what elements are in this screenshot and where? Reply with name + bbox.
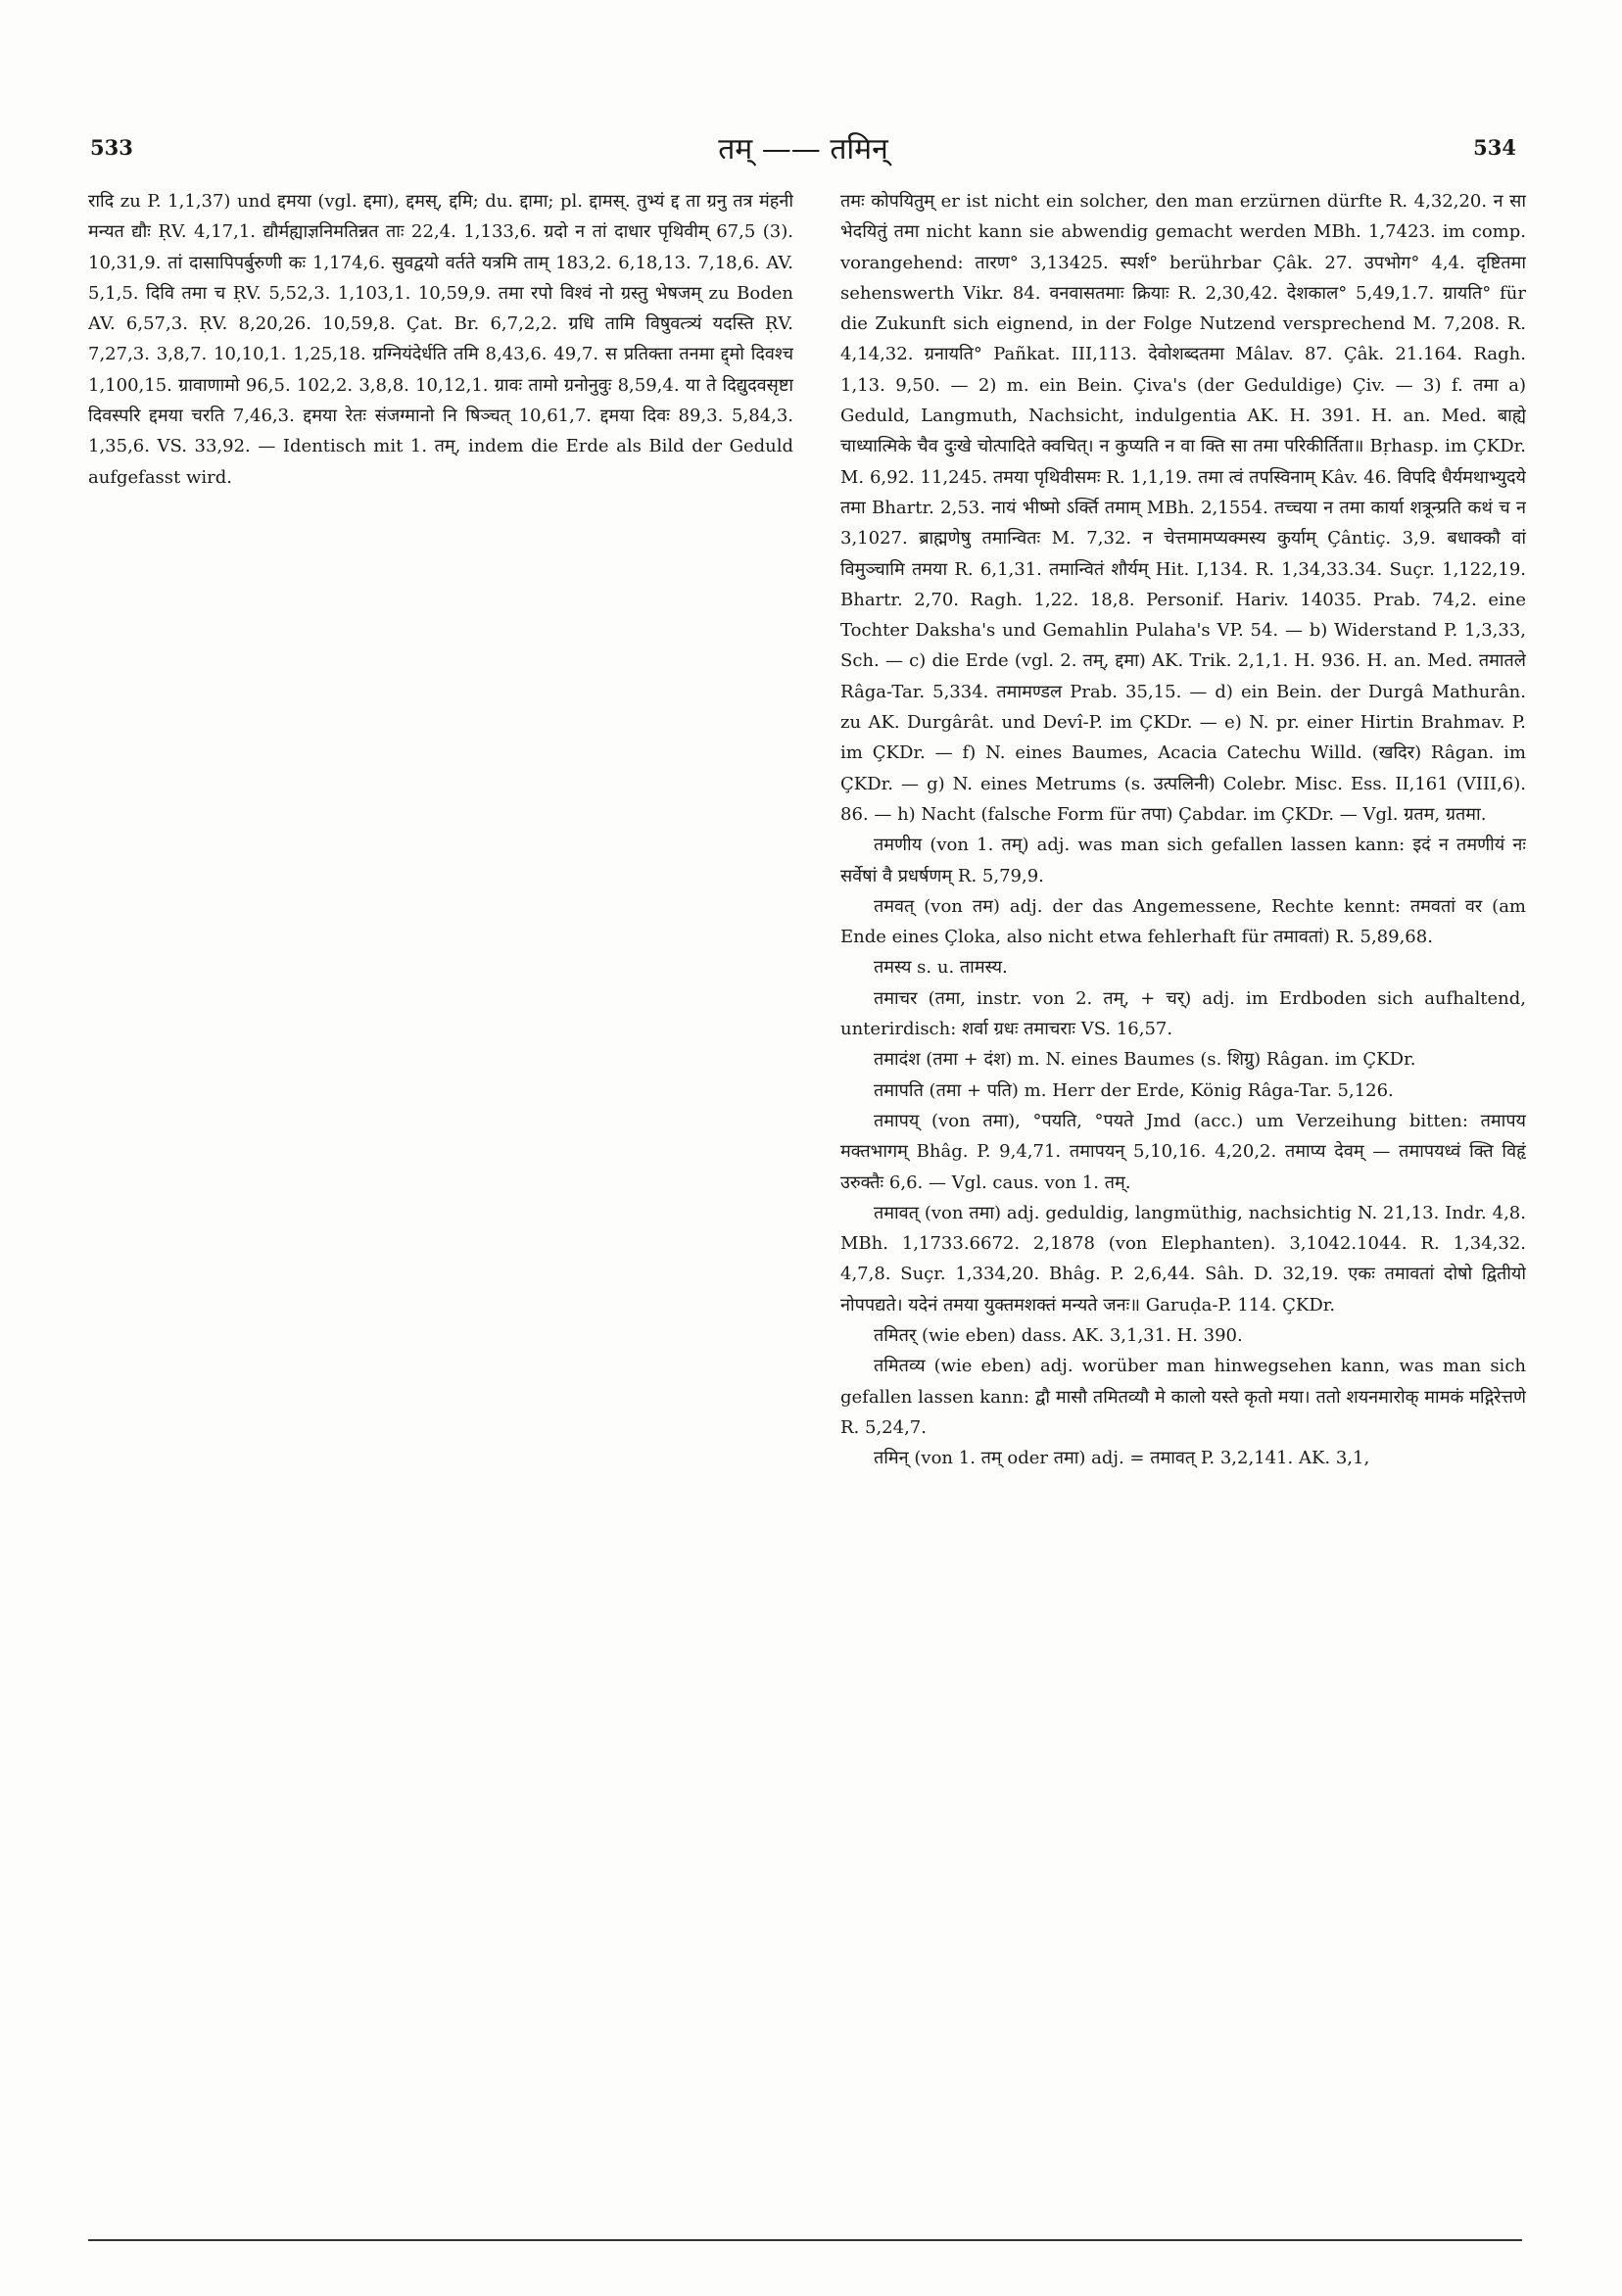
entry-paragraph: तमणीय (von 1. तम्) adj. was man sich gefallen lassen kann: इदं न तमणीयं नः सर्वेषां वै प्रधर्षणम् R. 5,79,9. (840, 835, 1526, 886)
entry-paragraph: तमिन् (von 1. तम् oder तमा) adj. = तमावत् P. 3,2,141. AK. 3,1, (874, 1448, 1370, 1469)
entry-paragraph: तमितव्य (wie eben) adj. worüber man hinwegsehen kann, was man sich gefallen lassen kann: द्वौ मासौ तमितव्यौ मे कालो यस्ते कृतो मया। ततो शयनमारोक् मामकं मद्गिरेत्तणे R. 5,24,7. (840, 1356, 1526, 1438)
entry-paragraph: रादि zu P. 1,1,37) und द्दमया (vgl. द्दमा), द्दमस्, द्दमि; du. द्दामा; pl. द्दामस्. तुभ्यं द्द ता ग्रनु तत्र मंहनी मन्यत द्यौः ṚV. 4,17,1. द्यौर्मह्याज्ञनिमतिन्नत ताः 22,4. 1,133,6. ग्रदो न तां दाधार पृथिवीम् 67,5 (3). 10,31,9. तां दासापिपर्बुरुणी कः 1,174,6. सुवद्वयो वर्तते यत्रमि ताम् 183,2. 6,18,13. 7,18,6. AV. 5,1,5. दिवि तमा च ṚV. 5,52,3. 1,103,1. 10,59,9. तमा रपो विश्वं नो ग्रस्तु भेषजम् zu Boden AV. 6,57,3. ṚV. 8,20,26. 10,59,8. Çat. Br. 6,7,2,2. ग्रधि तामि विषुवत्त्र्यं यदस्ति ṚV. 7,27,3. 3,8,7. 10,10,1. 1,25,18. ग्रग्नियंदेर्धति तमि 8,43,6. 49,7. स प्रतिक्ता तनमा द्द्मो दिवश्च 1,100,15. ग्रावाणामो 96,5. 102,2. 3,8,8. 10,12,1. ग्रावः तामो ग्रनोनुवुः 8,59,4. या ते दिद्युदवसृष्टा दिवस्परि द्दमया चरति 7,46,3. द्दमया रेतः संजग्मानो नि षिञ्चत् 10,61,7. द्दमया दिवः 89,3. 5,84,3. 1,35,6. VS. 33,92. — Identisch mit 1. तम्, indem die Erde als Bild der Geduld aufgefasst wird. (88, 191, 793, 488)
entry-paragraph: तमादंश (तमा + दंश) m. N. eines Baumes (s. शिग्रु) Râgan. im ÇKDr. (874, 1049, 1416, 1071)
entry-paragraph: तमवत् (von तम) adj. der das Angemessene, Rechte kennt: तमवतां वर (am Ende eines Çloka, also nicht etwa fehlerhaft für तमावतां) R. 5,89,68. (840, 895, 1526, 948)
footer-rule (88, 2239, 1522, 2241)
page-number-right: 534 (1473, 135, 1516, 160)
page-number-left: 533 (90, 135, 133, 160)
page-header (86, 125, 1520, 174)
right-column (840, 186, 1526, 2224)
entry-paragraph: तमावत् (von तमा) adj. geduldig, langmüthig, nachsichtig N. 21,13. Indr. 4,8. MBh. 1,1733.6672. 2,1878 (von Elephanten). 3,1042.1044. R. 1,34,32. 4,7,8. Suçr. 1,334,20. Bhâg. P. 2,6,44. Sâh. D. 32,19. एकः तमावतां दोषो द्वितीयो नोपपद्यते। यदेनं तमया युक्तमशक्तं मन्यते जनः॥ Garuḍa-P. 114. ÇKDr. (840, 1202, 1526, 1315)
entry-paragraph: तमाचर (तमा, instr. von 2. तम्, + चर्) adj. im Erdboden sich aufhaltend, unterirdisch: शर्वा ग्रधः तमाचराः VS. 16,57. (840, 987, 1526, 1040)
entry-paragraph: तमापय् (von तमा), °पयति, °पयते Jmd (acc.) um Verzeihung bitten: तमापय मक्तभागम् Bhâg. P. 9,4,71. तमापयन् 5,10,16. 4,20,2. तमाप्य देवम् — तमापयध्वं क्ति विहृं उरुक्तैः 6,6. — Vgl. caus. von 1. तम्. (840, 1110, 1526, 1193)
entry-paragraph: तमितर् (wie eben) dass. AK. 3,1,31. H. 390. (874, 1324, 1243, 1346)
left-column (88, 186, 793, 2224)
running-title: तम् —— तमिन् (718, 132, 888, 167)
entry-paragraph: तमस्य s. u. तामस्य. (874, 957, 1008, 979)
entry-paragraph: तमापति (तमा + पति) m. Herr der Erde, König Râga-Tar. 5,126. (874, 1079, 1394, 1101)
entry-paragraph: तमः कोपयितुम् er ist nicht ein solcher, den man erzürnen dürfte R. 4,32,20. न सा भेदयितुं तमा nicht kann sie abwendig gemacht werden MBh. 1,7423. im comp. vorangehend: तारण° 3,13425. स्पर्श° berührbar Çâk. 27. उपभोग° 4,4. दृष्टितमा sehenswerth Vikr. 84. वनवासतमाः क्रियाः R. 2,30,42. देशकाल° 5,49,1.7. ग्रायति° für die Zukunft sich eignend, in der Folge Nutzend versprechend M. 7,208. R. 4,14,32. ग्रनायति° Pañkat. III,113. देवोशब्दतमा Mâlav. 87. Çâk. 21.164. Ragh. 1,13. 9,50. — 2) m. ein Bein. Çiva's (der Geduldige) Çiv. — 3) f. तमा a) Geduld, Langmuth, Nachsicht, indulgentia AK. H. 391. H. an. Med. बाह्ये चाध्यात्मिके चैव दुःखे चोत्पादिते क्वचित्। न कुप्यति न वा क्ति सा तमा परिकीर्तिता॥ Bṛhasp. im ÇKDr. M. 6,92. 11,245. तमया पृथिवीसमः R. 1,1,19. तमा त्वं तपस्विनाम् Kâv. 46. विपदि धैर्यमथाभ्युदये तमा Bhartr. 2,53. नायं भीष्मो ऽर्क्ति तमाम् MBh. 2,1554. तच्चया न तमा कार्या शत्रून्प्रति कथं च न 3,1027. ब्राह्मणेषु तमान्वितः M. 7,32. न चेत्तमामप्यक्मस्य कुर्याम् Çântiç. 3,9. बधाक्कौ वां विमुञ्चामि तमया R. 6,1,31. तमान्वितं शौर्यम् Hit. I,134. R. 1,34,33.34. Suçr. 1,122,19. Bhartr. 2,70. Ragh. 1,22. 18,8. Personif. Hariv. 14035. Prab. 74,2. eine Tochter Daksha's und Gemahlin Pulaha's VP. 54. — b) Widerstand P. 1,3,33, Sch. — c) die Erde (vgl. 2. तम्, द्दमा) AK. Trik. 2,1,1. H. 936. H. an. Med. तमातले Râga-Tar. 5,334. तमामण्डल Prab. 35,15. — d) ein Bein. der Durgâ Mathurân. zu AK. Durgârât. und Devî-P. im ÇKDr. — e) N. pr. einer Hirtin Brahmav. P. im ÇKDr. — f) N. eines Baumes, Acacia Catechu Willd. (खदिर) Râgan. im ÇKDr. — g) N. eines Metrums (s. उत्पलिनी) Colebr. Misc. Ess. II,161 (VIII,6). 86. — h) Nacht (falsche Form für तपा) Çabdar. im ÇKDr. — Vgl. ग्रतम, ग्रतमा. (840, 191, 1526, 825)
